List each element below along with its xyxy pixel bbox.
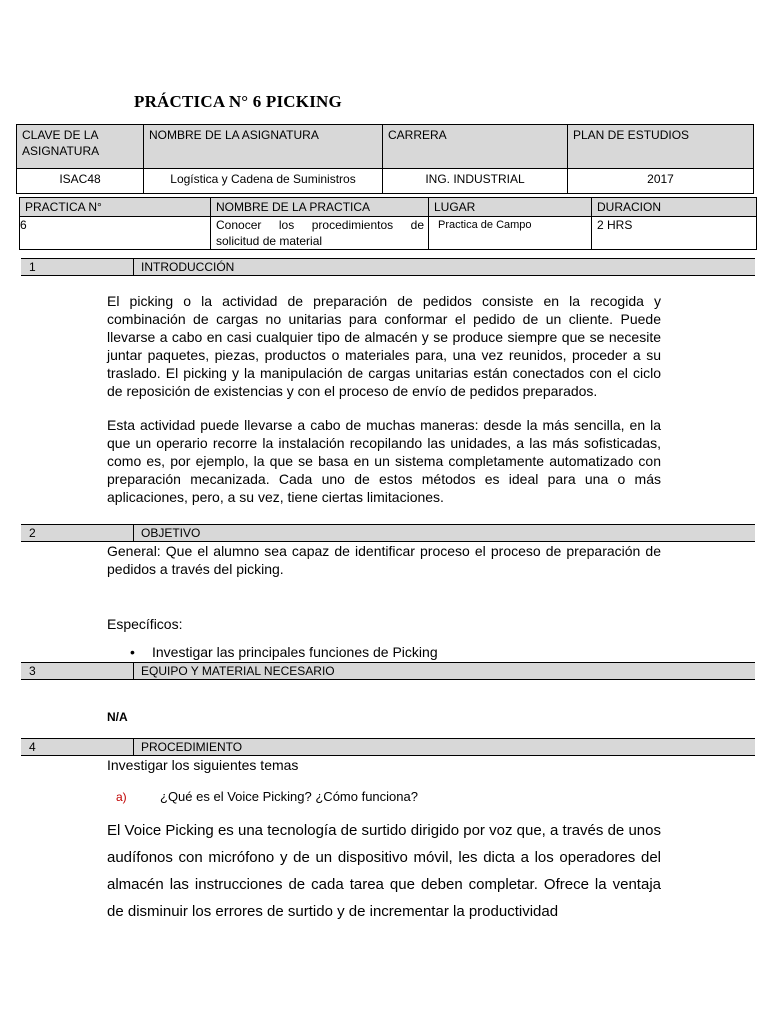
value-nombre-practica: Conocer los procedimientos de solicitud de material	[211, 217, 429, 250]
section-divider	[133, 259, 134, 275]
value-nombre-asignatura: Logística y Cadena de Suministros	[144, 169, 383, 194]
course-info-value-row	[17, 169, 754, 194]
procedimiento-intro: Investigar los siguientes temas	[107, 757, 299, 773]
section-number: 2	[29, 526, 36, 540]
section-divider	[133, 739, 134, 755]
section-divider	[133, 525, 134, 541]
value-duracion: 2 HRS	[592, 217, 757, 250]
header-clave: CLAVE DE LA ASIGNATURA	[17, 125, 144, 169]
section-label: OBJETIVO	[141, 526, 201, 540]
section-header-equipo	[21, 662, 755, 680]
section-number: 1	[29, 260, 36, 274]
course-info-table	[16, 124, 754, 194]
intro-paragraph-2: Esta actividad puede llevarse a cabo de muchas maneras: desde la más sencilla, en la que un operario recorre la instalación recopilando las unidades, a las más sofisticadas, como es, por ejemplo, la que se basa en un sistema completamente automatizado con preparación mecanizada. Cada uno de estos métodos es ideal para una o más aplicaciones, pero, a su vez, tiene ciertas limitaciones.	[107, 417, 661, 505]
objetivo-general: General: Que el alumno sea capaz de identificar proceso el proceso de preparación de pedidos a través del picking.	[107, 543, 661, 577]
value-clave: ISAC48	[17, 169, 144, 194]
practice-info-header-row	[20, 198, 757, 217]
item-question: ¿Qué es el Voice Picking? ¿Cómo funciona?	[160, 789, 418, 804]
header-lugar: LUGAR	[429, 198, 592, 217]
practice-info-table	[19, 197, 757, 250]
value-practica-num: 6	[20, 217, 211, 250]
section-number: 3	[29, 664, 36, 678]
header-plan: PLAN DE ESTUDIOS	[568, 125, 754, 169]
section-label: INTRODUCCIÓN	[141, 260, 235, 274]
course-info-header-row	[17, 125, 754, 169]
bullet-text: Investigar las principales funciones de Picking	[152, 644, 438, 660]
section-divider	[133, 663, 134, 679]
item-marker: a)	[116, 790, 127, 804]
header-carrera: CARRERA	[383, 125, 568, 169]
header-practica-num: PRACTICA N°	[20, 198, 211, 217]
value-lugar: Practica de Campo	[429, 217, 592, 250]
section-label: EQUIPO Y MATERIAL NECESARIO	[141, 664, 335, 678]
value-carrera: ING. INDUSTRIAL	[383, 169, 568, 194]
header-duracion: DURACION	[592, 198, 757, 217]
value-plan: 2017	[568, 169, 754, 194]
page-title: PRÁCTICA N° 6 PICKING	[134, 92, 342, 111]
header-nombre-asignatura: NOMBRE DE LA ASIGNATURA	[144, 125, 383, 169]
intro-paragraph-1: El picking o la actividad de preparación de pedidos consiste en la recogida y combinación de cargas no unitarias para conformar el pedido de un cliente. Puede llevarse a cabo en casi cualquier tipo de almacén y se produce siempre que se necesite juntar paquetes, piezas, productos o materiales para, una vez reunidos, proceder a su traslado. El picking y la manipulación de cargas unitarias están conectados con el ciclo de reposición de existencias y con el proceso de envío de pedidos preparados.	[107, 293, 661, 399]
section-header-objetivo	[21, 524, 755, 542]
practice-info-value-row	[20, 217, 757, 250]
header-nombre-practica: NOMBRE DE LA PRACTICA	[211, 198, 429, 217]
equipo-value: N/A	[107, 710, 128, 724]
voice-picking-answer: El Voice Picking es una tecnología de surtido dirigido por voz que, a través de unos audífonos con micrófono y de un dispositivo móvil, les dicta a los operadores del almacén las instrucciones de cada tarea que deben completar. Ofrece la ventaja de disminuir los errores de surtido y de incrementar la productividad	[107, 822, 661, 920]
section-header-introduccion	[21, 258, 755, 276]
section-number: 4	[29, 740, 36, 754]
section-label: PROCEDIMIENTO	[141, 740, 243, 754]
section-header-procedimiento	[21, 738, 755, 756]
objetivo-especificos-label: Específicos:	[107, 616, 183, 632]
bullet-icon: •	[130, 644, 135, 660]
